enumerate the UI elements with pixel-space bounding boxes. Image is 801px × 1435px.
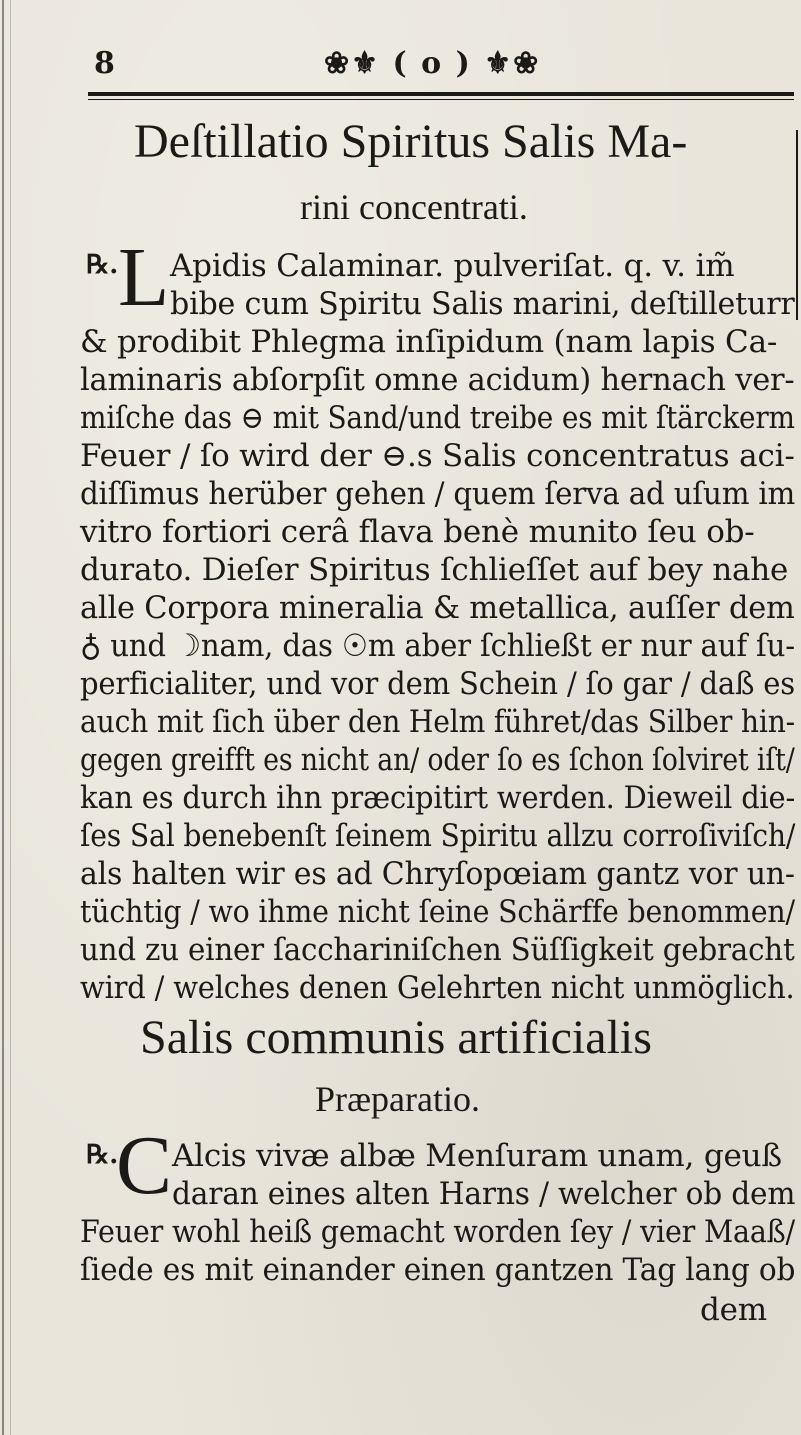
header-rule-thin bbox=[88, 99, 794, 100]
text-line: bibe cum Spiritu Salis marini, deſtilleturr bbox=[170, 286, 795, 322]
text-line: als halten wir es ad Chryſopœiam gantz vor un- bbox=[80, 856, 795, 892]
section-subtitle: rini concentrati. bbox=[300, 187, 528, 227]
text-line: ♁ und ☽nam, das ☉m aber ſchließt er nur auf ſu- bbox=[80, 628, 795, 664]
text-line: & prodibit Phlegma inſipidum (nam lapis Ca- bbox=[80, 324, 778, 360]
text-line: wird / welches denen Gelehrten nicht unmöglich. bbox=[80, 970, 795, 1006]
text-line: miſche das ⊖ mit Sand/und treibe es mit ſtärckerm bbox=[80, 400, 795, 436]
drop-cap: C bbox=[116, 1119, 173, 1212]
text-line: alle Corpora mineralia & metallica, auſſer dem bbox=[80, 590, 795, 626]
header-ornament-icon: ❀⚜ ( o ) ⚜❀ bbox=[324, 46, 541, 81]
text-line: ſiede es mit einander einen gantzen Tag lang ob bbox=[80, 1252, 796, 1288]
drop-cap: L bbox=[118, 231, 170, 324]
recipe-sign: ℞. bbox=[86, 1140, 119, 1170]
page-edge-shadow bbox=[2, 0, 4, 1435]
text-line: laminaris abſorpſit omne acidum) hernach ver- bbox=[80, 362, 795, 398]
text-line: Feuer wohl heiß gemacht worden ſey / vier Maaß/ bbox=[80, 1214, 795, 1250]
text-line: diſſimus herüber gehen / quem ſerva ad uſum im bbox=[80, 476, 796, 512]
margin-rule bbox=[796, 130, 798, 320]
section-subtitle: Præparatio. bbox=[315, 1079, 480, 1119]
text-line: perficialiter, und vor dem Schein / ſo gar / daß es bbox=[80, 666, 796, 702]
text-line: ſes Sal benebenſt ſeinem Spiritu allzu corroſiviſch/ bbox=[80, 818, 796, 854]
page-number: 8 bbox=[94, 46, 115, 81]
section-title: Salis communis artificialis bbox=[140, 1011, 652, 1064]
text-line: gegen greifft es nicht an/ oder ſo es ſchon ſolviret iſt/ bbox=[80, 742, 795, 778]
section-title: Deſtillatio Spiritus Salis Ma- bbox=[134, 115, 688, 168]
text-line: daran eines alten Harns / welcher ob dem bbox=[172, 1176, 796, 1212]
header-rule bbox=[88, 92, 794, 96]
text-line: auch mit ſich über den Helm führet/das Silber hin- bbox=[80, 704, 796, 740]
running-header bbox=[84, 42, 784, 92]
recipe-sign: ℞. bbox=[86, 250, 119, 280]
text-line: durato. Dieſer Spiritus ſchlieſſet auf bey nahe bbox=[80, 552, 789, 588]
text-line: kan es durch ihn præcipitirt werden. Dieweil die- bbox=[80, 780, 796, 816]
catchword: dem bbox=[700, 1292, 767, 1328]
page-edge-line bbox=[10, 0, 11, 1435]
text-line: tüchtig / wo ihme nicht ſeine Schärffe benommen/ bbox=[80, 894, 795, 930]
text-line: Alcis vivæ albæ Menſuram unam, geuß bbox=[172, 1138, 782, 1174]
text-line: vitro fortiori cerâ flava benè munito ſeu ob- bbox=[80, 514, 755, 550]
text-line: und zu einer ſacchariniſchen Süſſigkeit gebracht bbox=[80, 932, 795, 968]
text-line: Feuer / ſo wird der ⊖.s Salis concentratus aci- bbox=[80, 438, 795, 474]
text-line: Apidis Calaminar. pulveriſat. q. v. im̃ bbox=[170, 248, 735, 284]
